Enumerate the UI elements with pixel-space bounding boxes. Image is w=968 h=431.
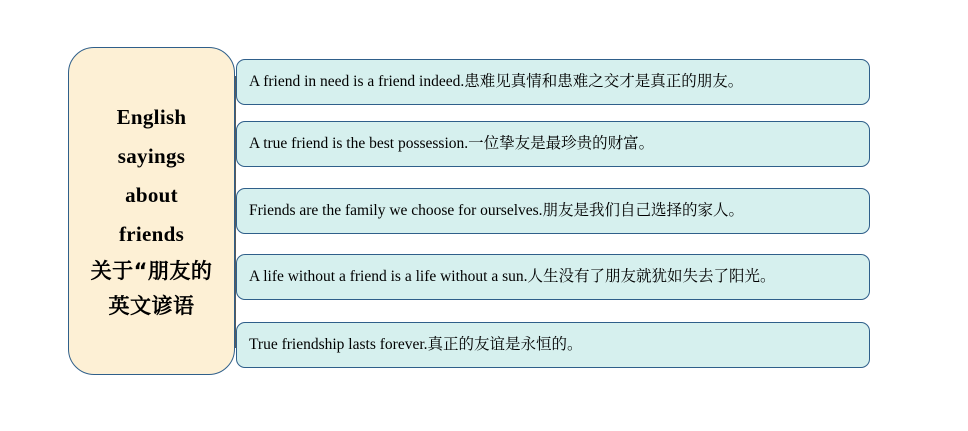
saying-box-5 [236, 322, 870, 368]
saying-english-4: A life without a friend is a life without a sun. [249, 268, 528, 286]
saying-text-1 [249, 72, 743, 92]
saying-english-5: True friendship lasts forever. [249, 336, 428, 354]
saying-english-3: Friends are the family we choose for ourselves. [249, 202, 543, 220]
saying-chinese-3: 朋友是我们自己选择的家人。 [542, 201, 745, 220]
saying-text-2 [249, 134, 654, 154]
title-line-2: sayings [117, 144, 186, 168]
saying-chinese-2: 一位挚友是最珍贵的财富。 [468, 134, 655, 153]
saying-box-3 [236, 188, 870, 234]
saying-text-4 [249, 267, 776, 287]
saying-box-1 [236, 59, 870, 105]
title-line-4: friends [118, 222, 185, 246]
saying-english-2: A true friend is the best possession. [249, 135, 469, 153]
saying-text-3 [249, 201, 744, 221]
saying-chinese-5: 真正的友谊是永恒的。 [427, 335, 583, 354]
saying-text-5 [249, 335, 583, 355]
saying-english-1: A friend in need is a friend indeed. [249, 73, 465, 91]
title-box [68, 47, 235, 375]
title-line-1: English [116, 105, 187, 129]
saying-box-2 [236, 121, 870, 167]
title-line-5: 关于“朋友的 [90, 259, 213, 283]
saying-chinese-1: 患难见真情和患难之交才是真正的朋友。 [464, 72, 744, 91]
title-line-6: 英文谚语 [108, 294, 195, 318]
saying-chinese-4: 人生没有了朋友就犹如失去了阳光。 [527, 267, 776, 286]
saying-box-4 [236, 254, 870, 300]
title-line-3: about [125, 183, 178, 207]
